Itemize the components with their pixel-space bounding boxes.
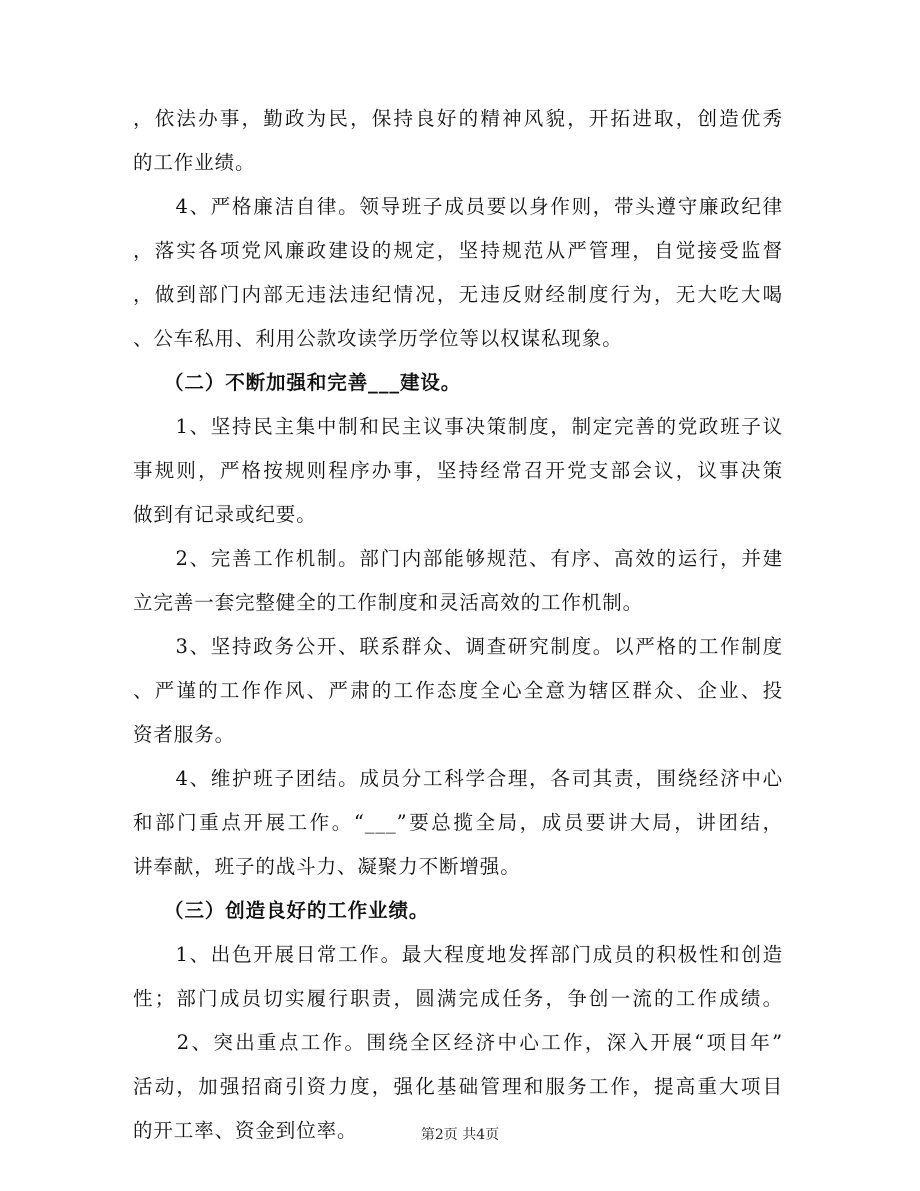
text-line: 4、严格廉洁自律。领导班子成员要以身作则，带头遵守廉政纪律	[133, 195, 783, 218]
text-line: 2、突出重点工作。围绕全区经济中心工作，深入开展“项目年”	[133, 1031, 783, 1054]
text-line: 、公车私用、利用公款攻读学历学位等以权谋私现象。	[133, 327, 623, 350]
section-heading-line: （二）不断加强和完善___建设。	[133, 371, 462, 394]
text-line: 和部门重点开展工作。“___”要总揽全局，成员要讲大局，讲团结，	[133, 811, 783, 834]
text-line: 活动，加强招商引资力度，强化基础管理和服务工作，提高重大项目	[133, 1075, 783, 1098]
text-line: 做到有记录或纪要。	[133, 503, 317, 526]
text-line: ，依法办事，勤政为民，保持良好的精神风貌，开拓进取，创造优秀	[133, 107, 783, 130]
page-footer: 第2页 共4页	[420, 1127, 500, 1143]
text-line: 性；部门成员切实履行职责，圆满完成任务，争创一流的工作成绩。	[133, 987, 783, 1010]
text-line: 3、坚持政务公开、联系群众、调查研究制度。以严格的工作制度	[133, 635, 783, 658]
text-line: 1、坚持民主集中制和民主议事决策制度，制定完善的党政班子议	[133, 415, 783, 438]
text-line: 立完善一套完整健全的工作制度和灵活高效的工作机制。	[133, 591, 644, 614]
text-line: 的工作业绩。	[133, 151, 256, 174]
section-heading-line: （三）创造良好的工作业绩。	[133, 899, 430, 922]
text-line: 4、维护班子团结。成员分工科学合理，各司其责，围绕经济中心	[133, 767, 783, 790]
text-line: ，做到部门内部无违法违纪情况，无违反财经制度行为，无大吃大喝	[133, 283, 783, 306]
text-line: 1、出色开展日常工作。最大程度地发挥部门成员的积极性和创造	[133, 943, 783, 966]
text-line: 、严谨的工作作风、严肃的工作态度全心全意为辖区群众、企业、投	[133, 679, 783, 702]
text-line: 2、完善工作机制。部门内部能够规范、有序、高效的运行，并建	[133, 547, 783, 570]
text-line: 事规则，严格按规则程序办事，坚持经常召开党支部会议，议事决策	[133, 459, 783, 482]
text-line: 资者服务。	[133, 723, 236, 746]
document-body	[133, 97, 783, 1153]
text-line: 的开工率、资金到位率。	[133, 1119, 358, 1142]
text-line: ，落实各项党风廉政建设的规定，坚持规范从严管理，自觉接受监督	[133, 239, 783, 262]
text-line: 讲奉献，班子的战斗力、凝聚力不断增强。	[133, 855, 521, 878]
